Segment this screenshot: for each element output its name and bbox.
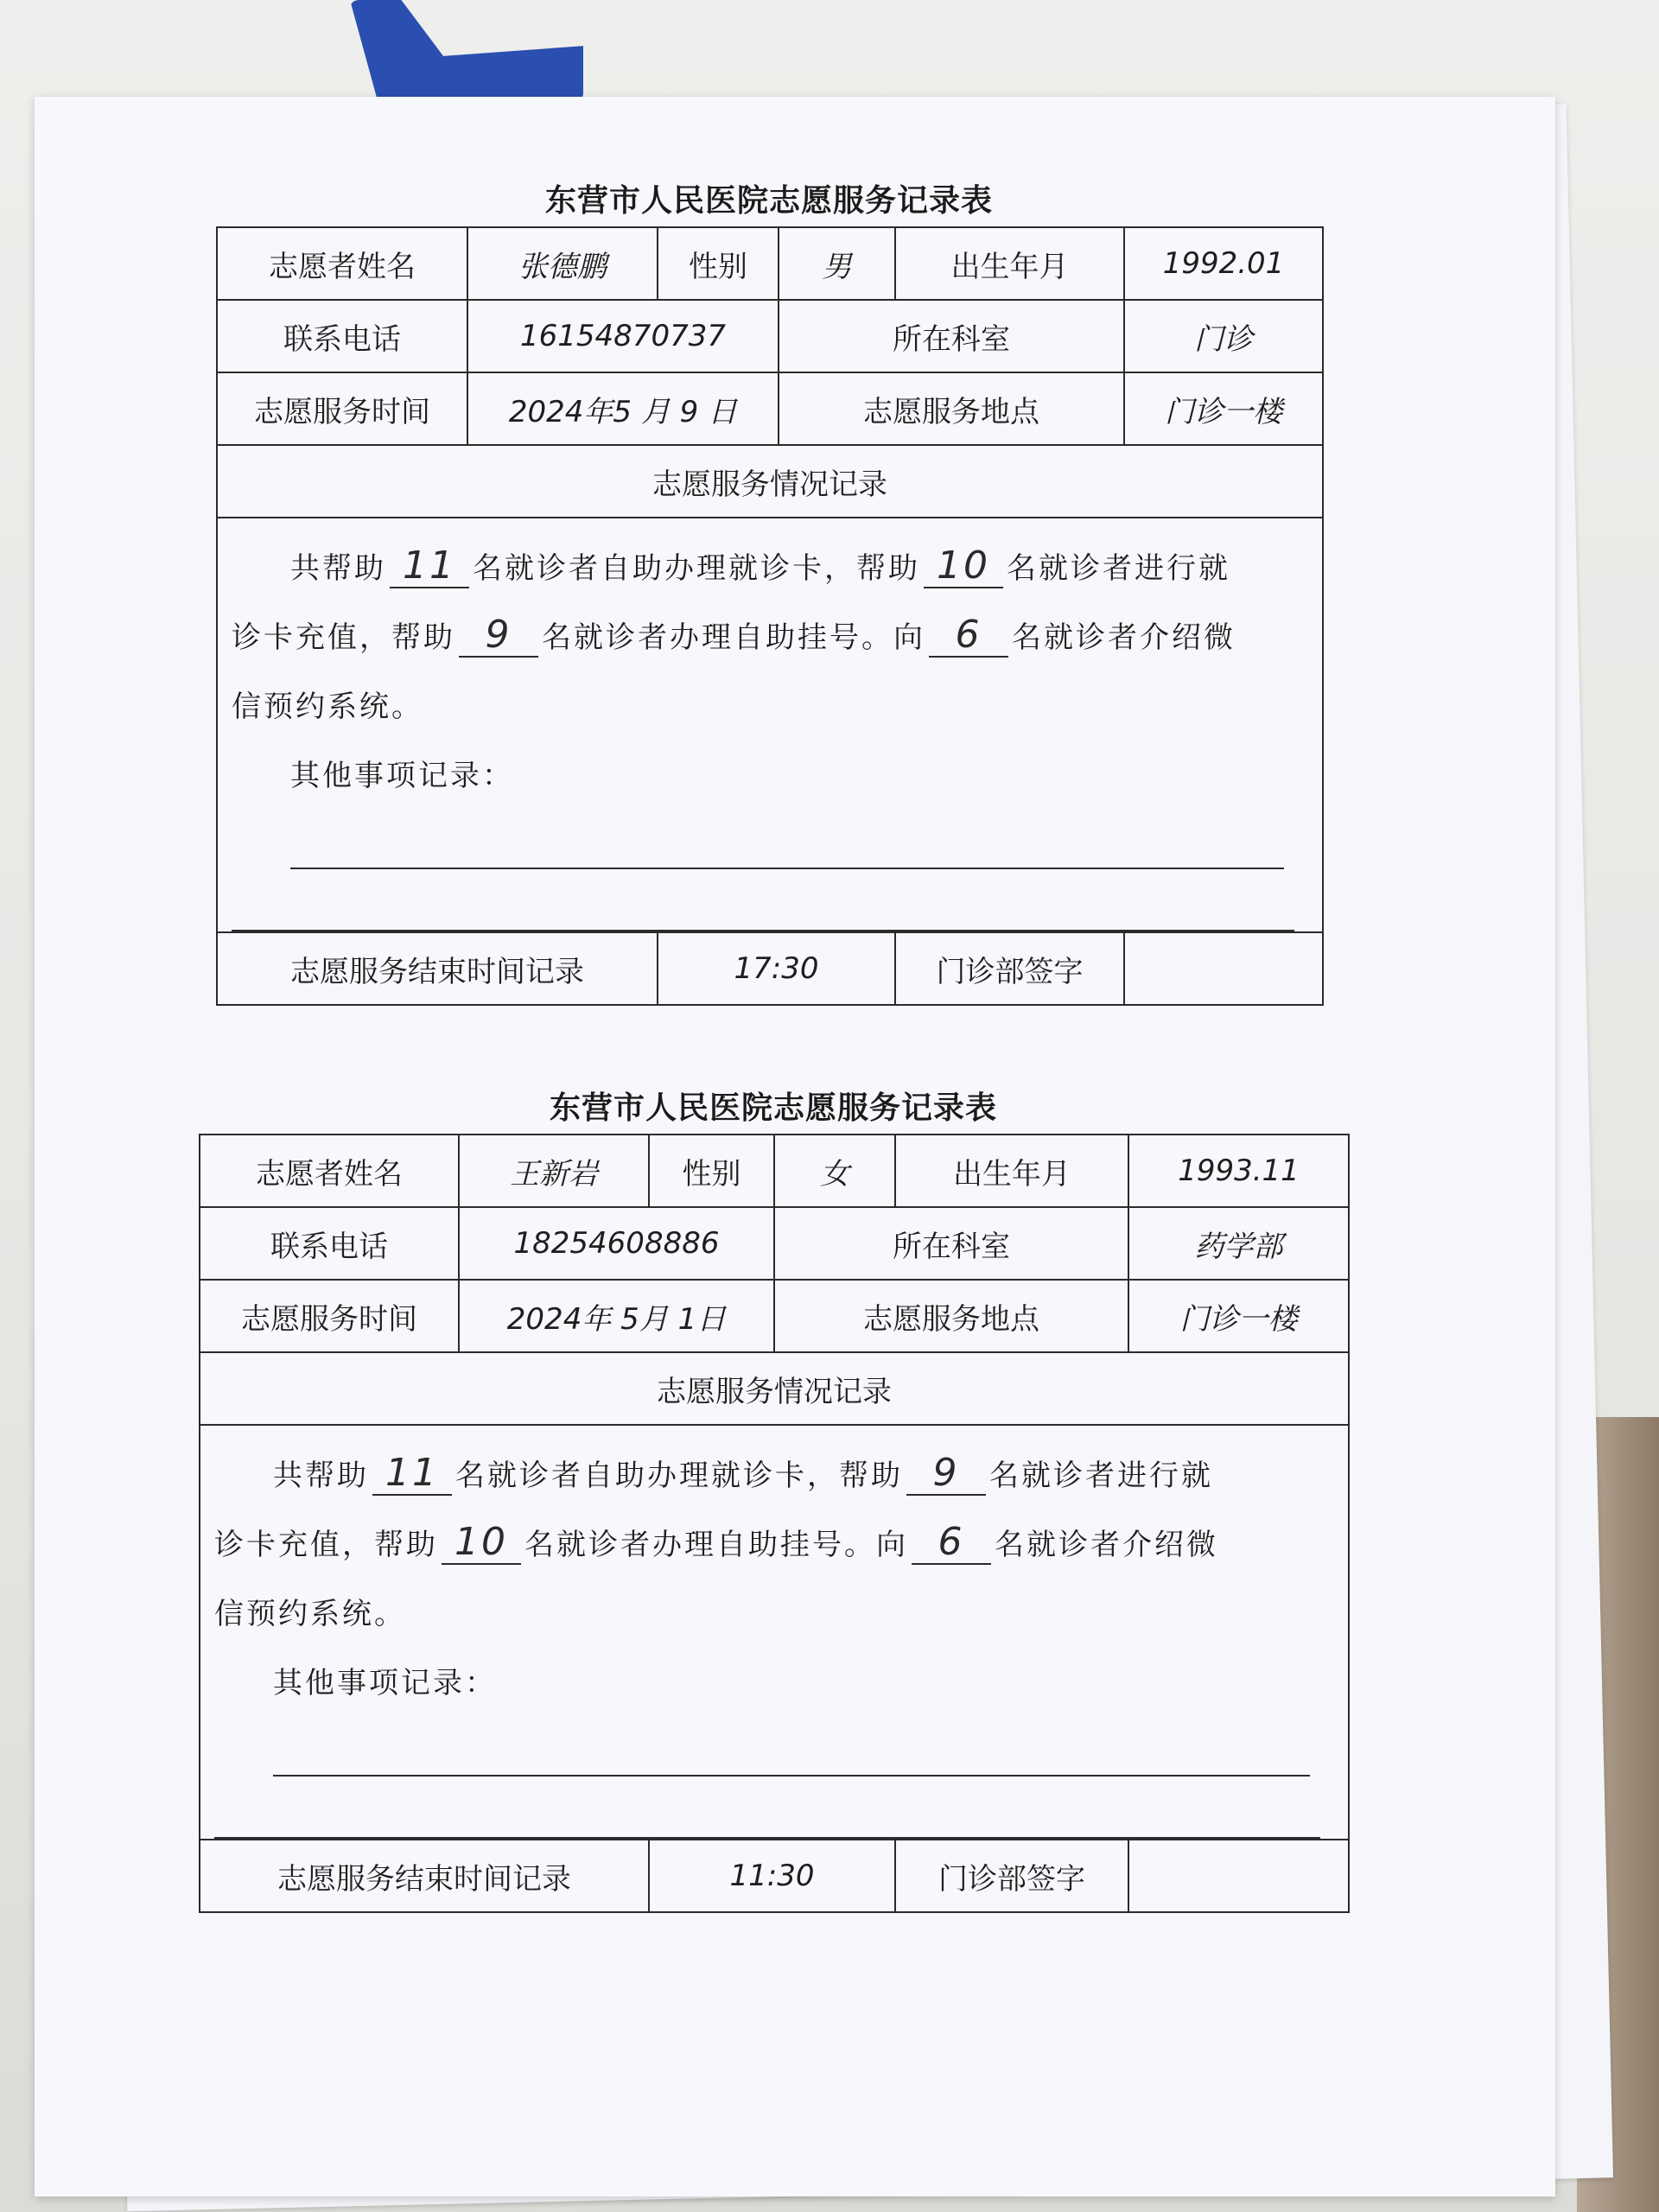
label-service-time: 志愿服务时间 bbox=[200, 1280, 459, 1352]
service-record bbox=[217, 518, 1323, 932]
form-title: 东营市人民医院志愿服务记录表 bbox=[544, 182, 993, 219]
value-name[interactable]: 王新岩 bbox=[459, 1135, 649, 1207]
label-birth: 出生年月 bbox=[895, 1135, 1128, 1207]
count-card-issue[interactable]: 11 bbox=[372, 1452, 452, 1496]
label-service-place: 志愿服务地点 bbox=[774, 1280, 1128, 1352]
service-record bbox=[200, 1425, 1349, 1840]
count-registration[interactable]: 9 bbox=[459, 614, 538, 658]
value-birth[interactable]: 1993.11 bbox=[1128, 1135, 1349, 1207]
record-text: 名就诊者自助办理就诊卡，帮助 bbox=[455, 1459, 903, 1493]
label-service-time: 志愿服务时间 bbox=[217, 372, 467, 445]
form-title: 东营市人民医院志愿服务记录表 bbox=[549, 1090, 997, 1126]
record-text: 共帮助 bbox=[290, 551, 386, 586]
label-gender: 性别 bbox=[649, 1135, 774, 1207]
other-notes-line[interactable] bbox=[232, 900, 1294, 931]
value-gender[interactable]: 男 bbox=[779, 227, 895, 300]
label-gender: 性别 bbox=[658, 227, 779, 300]
value-signature[interactable] bbox=[1124, 932, 1323, 1005]
form-table bbox=[199, 1134, 1350, 1913]
other-notes-line[interactable] bbox=[290, 833, 1284, 869]
label-name: 志愿者姓名 bbox=[217, 227, 467, 300]
label-name: 志愿者姓名 bbox=[200, 1135, 459, 1207]
record-text: 名就诊者介绍微 bbox=[1012, 620, 1236, 655]
label-signature: 门诊部签字 bbox=[895, 1840, 1128, 1912]
value-phone[interactable]: 18254608886 bbox=[459, 1207, 774, 1280]
record-line-3: 信预约系统。 bbox=[232, 690, 423, 724]
record-line-2 bbox=[232, 603, 1308, 672]
value-service-place[interactable]: 门诊一楼 bbox=[1124, 372, 1323, 445]
other-notes-label: 其他事项记录： bbox=[290, 759, 514, 793]
value-service-date[interactable]: 2024年 5月 1日 bbox=[459, 1280, 774, 1352]
label-phone: 联系电话 bbox=[217, 300, 467, 372]
count-card-topup[interactable]: 9 bbox=[906, 1452, 986, 1496]
count-card-topup[interactable]: 10 bbox=[924, 545, 1003, 588]
count-registration[interactable]: 10 bbox=[442, 1522, 521, 1565]
other-notes-line[interactable] bbox=[273, 1740, 1310, 1777]
record-line-1 bbox=[214, 1441, 1334, 1510]
record-line-3: 信预约系统。 bbox=[214, 1597, 406, 1631]
label-department: 所在科室 bbox=[779, 300, 1124, 372]
record-text: 名就诊者进行就 bbox=[1007, 551, 1230, 586]
label-end-time: 志愿服务结束时间记录 bbox=[217, 932, 658, 1005]
value-service-date[interactable]: 2024年5 月 9 日 bbox=[467, 372, 779, 445]
value-phone[interactable]: 16154870737 bbox=[467, 300, 779, 372]
value-birth[interactable]: 1992.01 bbox=[1124, 227, 1323, 300]
value-end-time[interactable]: 17:30 bbox=[658, 932, 895, 1005]
value-service-place[interactable]: 门诊一楼 bbox=[1128, 1280, 1349, 1352]
label-phone: 联系电话 bbox=[200, 1207, 459, 1280]
label-department: 所在科室 bbox=[774, 1207, 1128, 1280]
value-department[interactable]: 药学部 bbox=[1128, 1207, 1349, 1280]
other-notes-label: 其他事项记录： bbox=[273, 1666, 497, 1700]
record-line-2 bbox=[214, 1510, 1334, 1580]
record-line-1 bbox=[232, 534, 1308, 603]
value-department[interactable]: 门诊 bbox=[1124, 300, 1323, 372]
record-form-1 bbox=[216, 175, 1322, 1006]
label-signature: 门诊部签字 bbox=[895, 932, 1124, 1005]
count-wechat[interactable]: 6 bbox=[912, 1522, 991, 1565]
section-heading: 志愿服务情况记录 bbox=[217, 445, 1323, 518]
label-service-place: 志愿服务地点 bbox=[779, 372, 1124, 445]
form-table bbox=[216, 226, 1324, 1006]
value-gender[interactable]: 女 bbox=[774, 1135, 895, 1207]
value-end-time[interactable]: 11:30 bbox=[649, 1840, 895, 1912]
count-card-issue[interactable]: 11 bbox=[390, 545, 469, 588]
record-text: 名就诊者进行就 bbox=[989, 1459, 1213, 1493]
other-notes-line[interactable] bbox=[214, 1808, 1320, 1839]
record-text: 诊卡充值，帮助 bbox=[232, 620, 455, 655]
value-signature[interactable] bbox=[1128, 1840, 1349, 1912]
value-name[interactable]: 张德鹏 bbox=[467, 227, 658, 300]
record-text: 名就诊者办理自助挂号。向 bbox=[524, 1528, 908, 1562]
record-text: 名就诊者自助办理就诊卡，帮助 bbox=[473, 551, 920, 586]
record-text: 名就诊者介绍微 bbox=[995, 1528, 1218, 1562]
record-text: 共帮助 bbox=[273, 1459, 369, 1493]
paper-sheet bbox=[35, 97, 1555, 2196]
record-text: 诊卡充值，帮助 bbox=[214, 1528, 438, 1562]
record-text: 名就诊者办理自助挂号。向 bbox=[542, 620, 925, 655]
label-end-time: 志愿服务结束时间记录 bbox=[200, 1840, 649, 1912]
count-wechat[interactable]: 6 bbox=[929, 614, 1008, 658]
record-form-2 bbox=[199, 1082, 1348, 1913]
label-birth: 出生年月 bbox=[895, 227, 1124, 300]
section-heading: 志愿服务情况记录 bbox=[200, 1352, 1349, 1425]
